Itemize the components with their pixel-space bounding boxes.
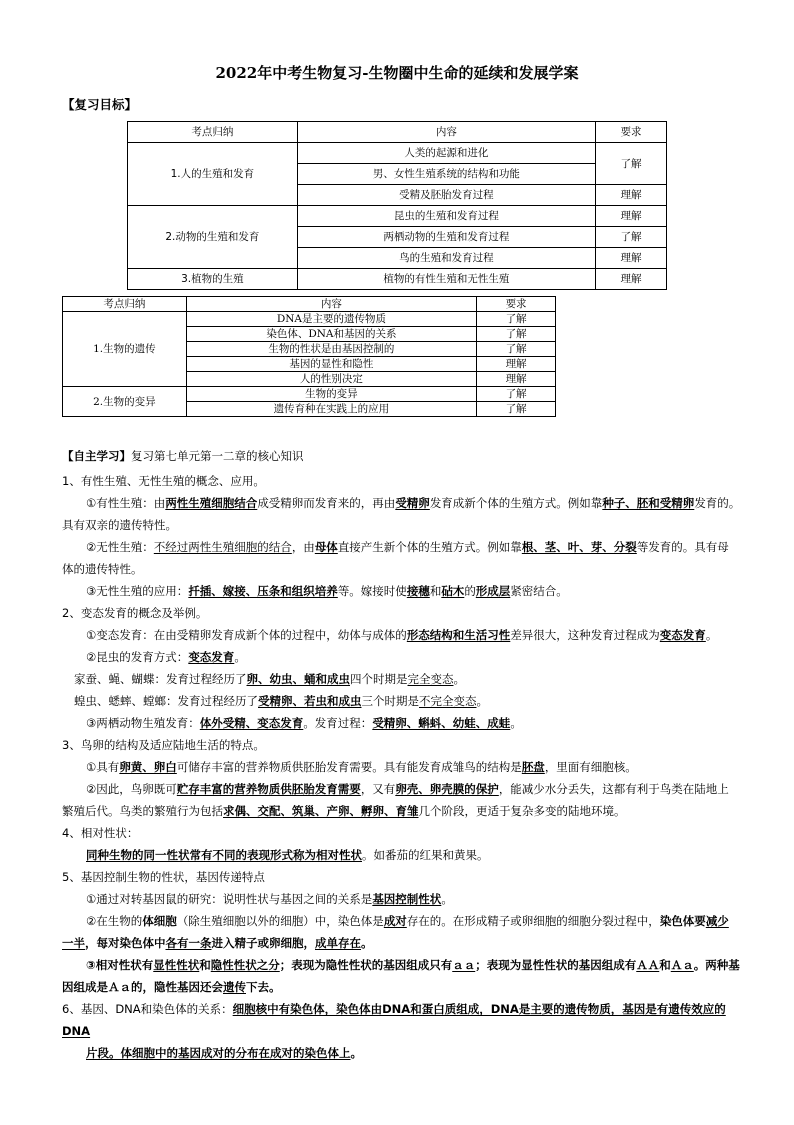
req-cell: 了解	[596, 227, 667, 248]
self-study-heading	[62, 445, 742, 467]
body-text	[62, 470, 742, 1064]
paragraph: 同种生物的同一性状常有不同的表现形式称为相对性状。如番茄的红果和黄果。	[86, 848, 489, 862]
req-cell: 理解	[477, 357, 556, 372]
content-cell: 植物的有性生殖和无性生殖	[297, 269, 595, 290]
item-heading: 2、变态发育的概念及举例。	[62, 606, 208, 620]
self-study-text: 复习第七单元第一二章的核心知识	[131, 449, 304, 463]
item-heading: 6、基因、DNA和染色体的关系：	[62, 1002, 233, 1016]
paragraph: 6、基因、DNA和染色体的关系：细胞核中有染色体，染色体由DNA和蛋白质组成，DNA是主要的遗传物质，基因是有遗传效应的DNA	[62, 1002, 726, 1038]
paragraph: ③相对性状有显性性状和隐性性状之分；表现为隐性性状的基因组成只有ａａ；表现为显性性状的基因组成有ＡＡ和Ａａ。两种基	[86, 958, 740, 972]
item-heading: 5、基因控制生物的性状，基因传递特点	[62, 870, 265, 884]
paragraph: ③两栖动物生殖发育：体外受精、变态发育。发育过程：受精卵、蝌蚪、幼蛙、成蛙。	[86, 716, 522, 730]
paragraph: 片段。体细胞中的基因成对的分布在成对的染色体上。	[86, 1046, 362, 1060]
req-cell: 理解	[596, 269, 667, 290]
req-cell: 理解	[596, 185, 667, 206]
content-cell: 人类的起源和进化	[297, 143, 595, 164]
paragraph: ①通过对转基因鼠的研究：说明性状与基因之间的关系是基因控制性状。	[86, 892, 453, 906]
content-cell: 生物的性状是由基因控制的	[186, 342, 476, 357]
content-cell: 两栖动物的生殖和发育过程	[297, 227, 595, 248]
paragraph: ②在生物的体细胞（除生殖细胞以外的细胞）中，染色体是成对存在的。在形成精子或卵细胞的细胞分裂过程中，染色体要减少	[86, 914, 729, 928]
paragraph: ①变态发育：在由受精卵发育成新个体的过程中，幼体与成体的形态结构和生活习性差异很大，这种发育过程成为变态发育。	[86, 628, 718, 642]
req-cell: 了解	[477, 312, 556, 327]
topic-cell: 2.动物的生殖和发育	[128, 206, 298, 269]
content-cell: 染色体、DNA和基因的关系	[186, 327, 476, 342]
topic-cell: 2.生物的变异	[63, 387, 187, 417]
content-cell: 受精及胚胎发育过程	[297, 185, 595, 206]
col-header: 要求	[477, 297, 556, 312]
paragraph: 体的遗传特性。	[62, 562, 143, 576]
content-cell: 基因的显性和隐性	[186, 357, 476, 372]
goals-table-1	[127, 121, 667, 290]
topic-cell: 1.生物的遗传	[63, 312, 187, 387]
content-cell: 男、女性生殖系统的结构和功能	[297, 164, 595, 185]
topic-cell: 1.人的生殖和发育	[128, 143, 298, 206]
content-cell: 鸟的生殖和发育过程	[297, 248, 595, 269]
req-cell: 了解	[477, 342, 556, 357]
goals-table-2	[62, 296, 556, 417]
paragraph: 家蚕、蝇、蝴蝶：发育过程经历了卵、幼虫、蛹和成虫四个时期是完全变态。	[74, 672, 465, 686]
req-cell: 理解	[596, 206, 667, 227]
topic-cell: 3.植物的生殖	[128, 269, 298, 290]
paragraph: ①具有卵黄、卵白可储存丰富的营养物质供胚胎发育需要。具有能发育成雏鸟的结构是胚盘，里面有细胞核。	[86, 760, 637, 774]
paragraph: ①有性生殖：由两性生殖细胞结合成受精卵而发育来的，再由受精卵发育成新个体的生殖方式。例如靠种子、胚和受精卵发育的。	[86, 496, 741, 510]
paragraph: ②因此，鸟卵既可贮存丰富的营养物质供胚胎发育需要，又有卵壳、卵壳膜的保护，能减少水分丢失，这都有利于鸟类在陆地上	[86, 782, 729, 796]
paragraph: 繁殖后代。鸟类的繁殖行为包括求偶、交配、筑巢、产卵、孵卵、育雏几个阶段，更适于复杂多变的陆地环境。	[62, 804, 626, 818]
paragraph: 因组成是Ａａ的，隐性基因还会遗传下去。	[62, 980, 281, 994]
item-heading: 3、鸟卵的结构及适应陆地生活的特点。	[62, 738, 265, 752]
req-cell: 了解	[477, 387, 556, 402]
content-cell: DNA是主要的遗传物质	[186, 312, 476, 327]
section-goals: 【复习目标】	[62, 97, 138, 112]
col-header: 内容	[297, 122, 595, 143]
item-heading: 1、有性生殖、无性生殖的概念、应用。	[62, 474, 265, 488]
content-cell: 生物的变异	[186, 387, 476, 402]
paragraph: 蝗虫、蟋蟀、螳螂：发育过程经历了受精卵、若虫和成虫三个时期是不完全变态。	[74, 694, 488, 708]
req-cell: 了解	[477, 402, 556, 417]
paragraph: ②昆虫的发育方式：变态发育。	[86, 650, 246, 664]
item-heading: 4、相对性状：	[62, 826, 139, 840]
content-cell: 昆虫的生殖和发育过程	[297, 206, 595, 227]
col-header: 内容	[186, 297, 476, 312]
req-cell: 理解	[477, 372, 556, 387]
col-header: 要求	[596, 122, 667, 143]
content-cell: 人的性别决定	[186, 372, 476, 387]
req-cell: 了解	[596, 143, 667, 185]
col-header: 考点归纳	[63, 297, 187, 312]
content-cell: 遗传育种在实践上的应用	[186, 402, 476, 417]
col-header: 考点归纳	[128, 122, 298, 143]
paragraph: ②无性生殖：不经过两性生殖细胞的结合，由母体直接产生新个体的生殖方式。例如靠根、茎、叶、芽、分裂等发育的。具有母	[86, 540, 729, 554]
req-cell: 理解	[596, 248, 667, 269]
page-title: 2022年中考生物复习-生物圈中生命的延续和发展学案	[215, 64, 579, 82]
paragraph: ③无性生殖的应用：扦插、嫁接、压条和组织培养等。嫁接时使接穗和砧木的形成层紧密结合。	[86, 584, 568, 598]
req-cell: 了解	[477, 327, 556, 342]
paragraph: 一半，每对染色体中各有一条进入精子或卵细胞，成单存在。	[62, 936, 373, 950]
self-study-label: 【自主学习】	[62, 449, 131, 463]
paragraph: 具有双亲的遗传特性。	[62, 518, 177, 532]
